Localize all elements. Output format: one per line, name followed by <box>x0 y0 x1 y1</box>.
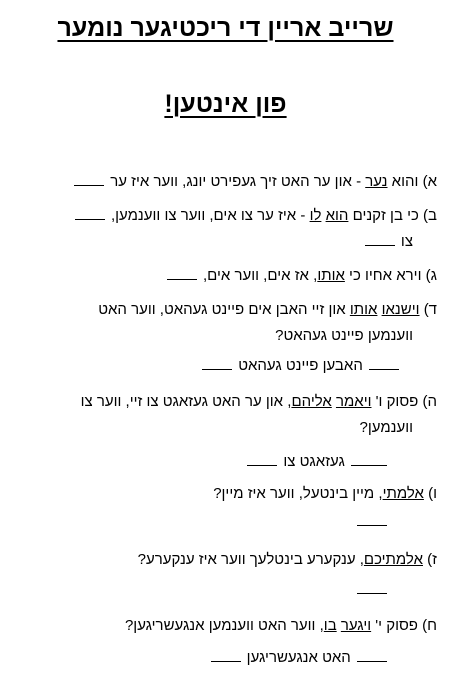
underlined-word: אלמתי <box>382 485 424 502</box>
answer-text: געזאגט צו <box>283 453 345 470</box>
question-text: , ווער האט ווענמען אנגעשריגען? <box>124 617 324 634</box>
question-text: , אז אים, ווער אים, <box>202 267 318 284</box>
answer-blank[interactable] <box>369 357 399 370</box>
question-b <box>10 202 437 230</box>
question-text: כי בן זקנים <box>348 207 419 224</box>
question-a <box>10 168 437 196</box>
answer-blank[interactable] <box>211 649 241 662</box>
question-text: והוא <box>387 173 419 190</box>
question-label: ג) <box>425 267 437 284</box>
underlined-word: לו <box>309 207 322 224</box>
question-text: פסוק ו' <box>371 393 419 410</box>
question-text: , און ער האט געזאגט צו זיי, ווער צו <box>80 393 292 410</box>
answer-blank[interactable] <box>365 233 395 246</box>
answer-blank[interactable] <box>75 207 105 220</box>
question-label: ב) <box>423 207 437 224</box>
underlined-word: נער <box>365 173 388 190</box>
question-text: פסוק י' <box>371 617 418 634</box>
page-title-line-2: פון אינטען! <box>164 90 287 118</box>
question-label: ז) <box>427 551 437 568</box>
question-label: ו) <box>428 485 437 502</box>
answer-blank[interactable] <box>357 649 387 662</box>
question-label: ח) <box>422 617 437 634</box>
underlined-word: ויאמר <box>335 393 372 410</box>
question-h <box>10 388 437 416</box>
underlined-word: אותו <box>349 301 378 318</box>
answer-text: האט אנגעשריגען <box>246 649 351 666</box>
question-label: ד) <box>423 301 437 318</box>
question-text: , מיין בינטעל, ווער איז מיין? <box>213 485 383 502</box>
question-ch <box>10 612 437 640</box>
question-label: ה) <box>422 393 437 410</box>
underlined-word: הוא <box>325 207 349 224</box>
question-z <box>10 546 437 574</box>
question-label: א) <box>422 173 437 190</box>
underlined-word: אליהם <box>291 393 332 410</box>
question-d-answer <box>200 356 401 376</box>
question-v <box>10 480 437 508</box>
answer-blank[interactable] <box>202 357 232 370</box>
answer-text: האבען פיינט געהאט <box>238 357 363 374</box>
answer-blank[interactable] <box>357 513 387 526</box>
question-text: צו <box>400 233 413 250</box>
question-v-answer <box>355 512 389 532</box>
question-text: - און ער האט זיך געפירט יונג, ווער איז ער <box>110 173 366 190</box>
underlined-word: בו <box>323 617 337 634</box>
question-d <box>10 296 437 324</box>
underlined-word: אלמתיכם <box>363 551 423 568</box>
question-text: , ענקערע בינטלעך ווער איז ענקערע? <box>137 551 364 568</box>
answer-blank[interactable] <box>74 173 104 186</box>
question-text: און זיי האבן אים פיינט געהאט, ווער האט <box>98 301 350 318</box>
underlined-word: אותו <box>317 267 345 284</box>
question-b-line-2 <box>363 232 413 252</box>
page-title-line-1: שרייב אריין די ריכטיגער נומער <box>57 14 394 42</box>
answer-blank[interactable] <box>357 581 387 594</box>
question-text: - איז ער צו אים, ווער צו ווענמען, <box>110 207 310 224</box>
question-ch-answer <box>209 648 390 668</box>
question-d-line-2: ווענמען פיינט געהאט? <box>275 327 413 344</box>
answer-blank[interactable] <box>247 453 277 466</box>
question-text: וירא אחיו כי <box>344 267 422 284</box>
question-z-answer <box>355 580 389 600</box>
question-g <box>10 262 437 290</box>
answer-blank[interactable] <box>167 267 197 280</box>
question-h-answer <box>245 452 389 472</box>
question-h-line-2: ווענמען? <box>359 419 413 436</box>
underlined-word: וישנאו <box>381 301 420 318</box>
answer-blank[interactable] <box>351 453 387 466</box>
underlined-word: ויגער <box>340 617 372 634</box>
